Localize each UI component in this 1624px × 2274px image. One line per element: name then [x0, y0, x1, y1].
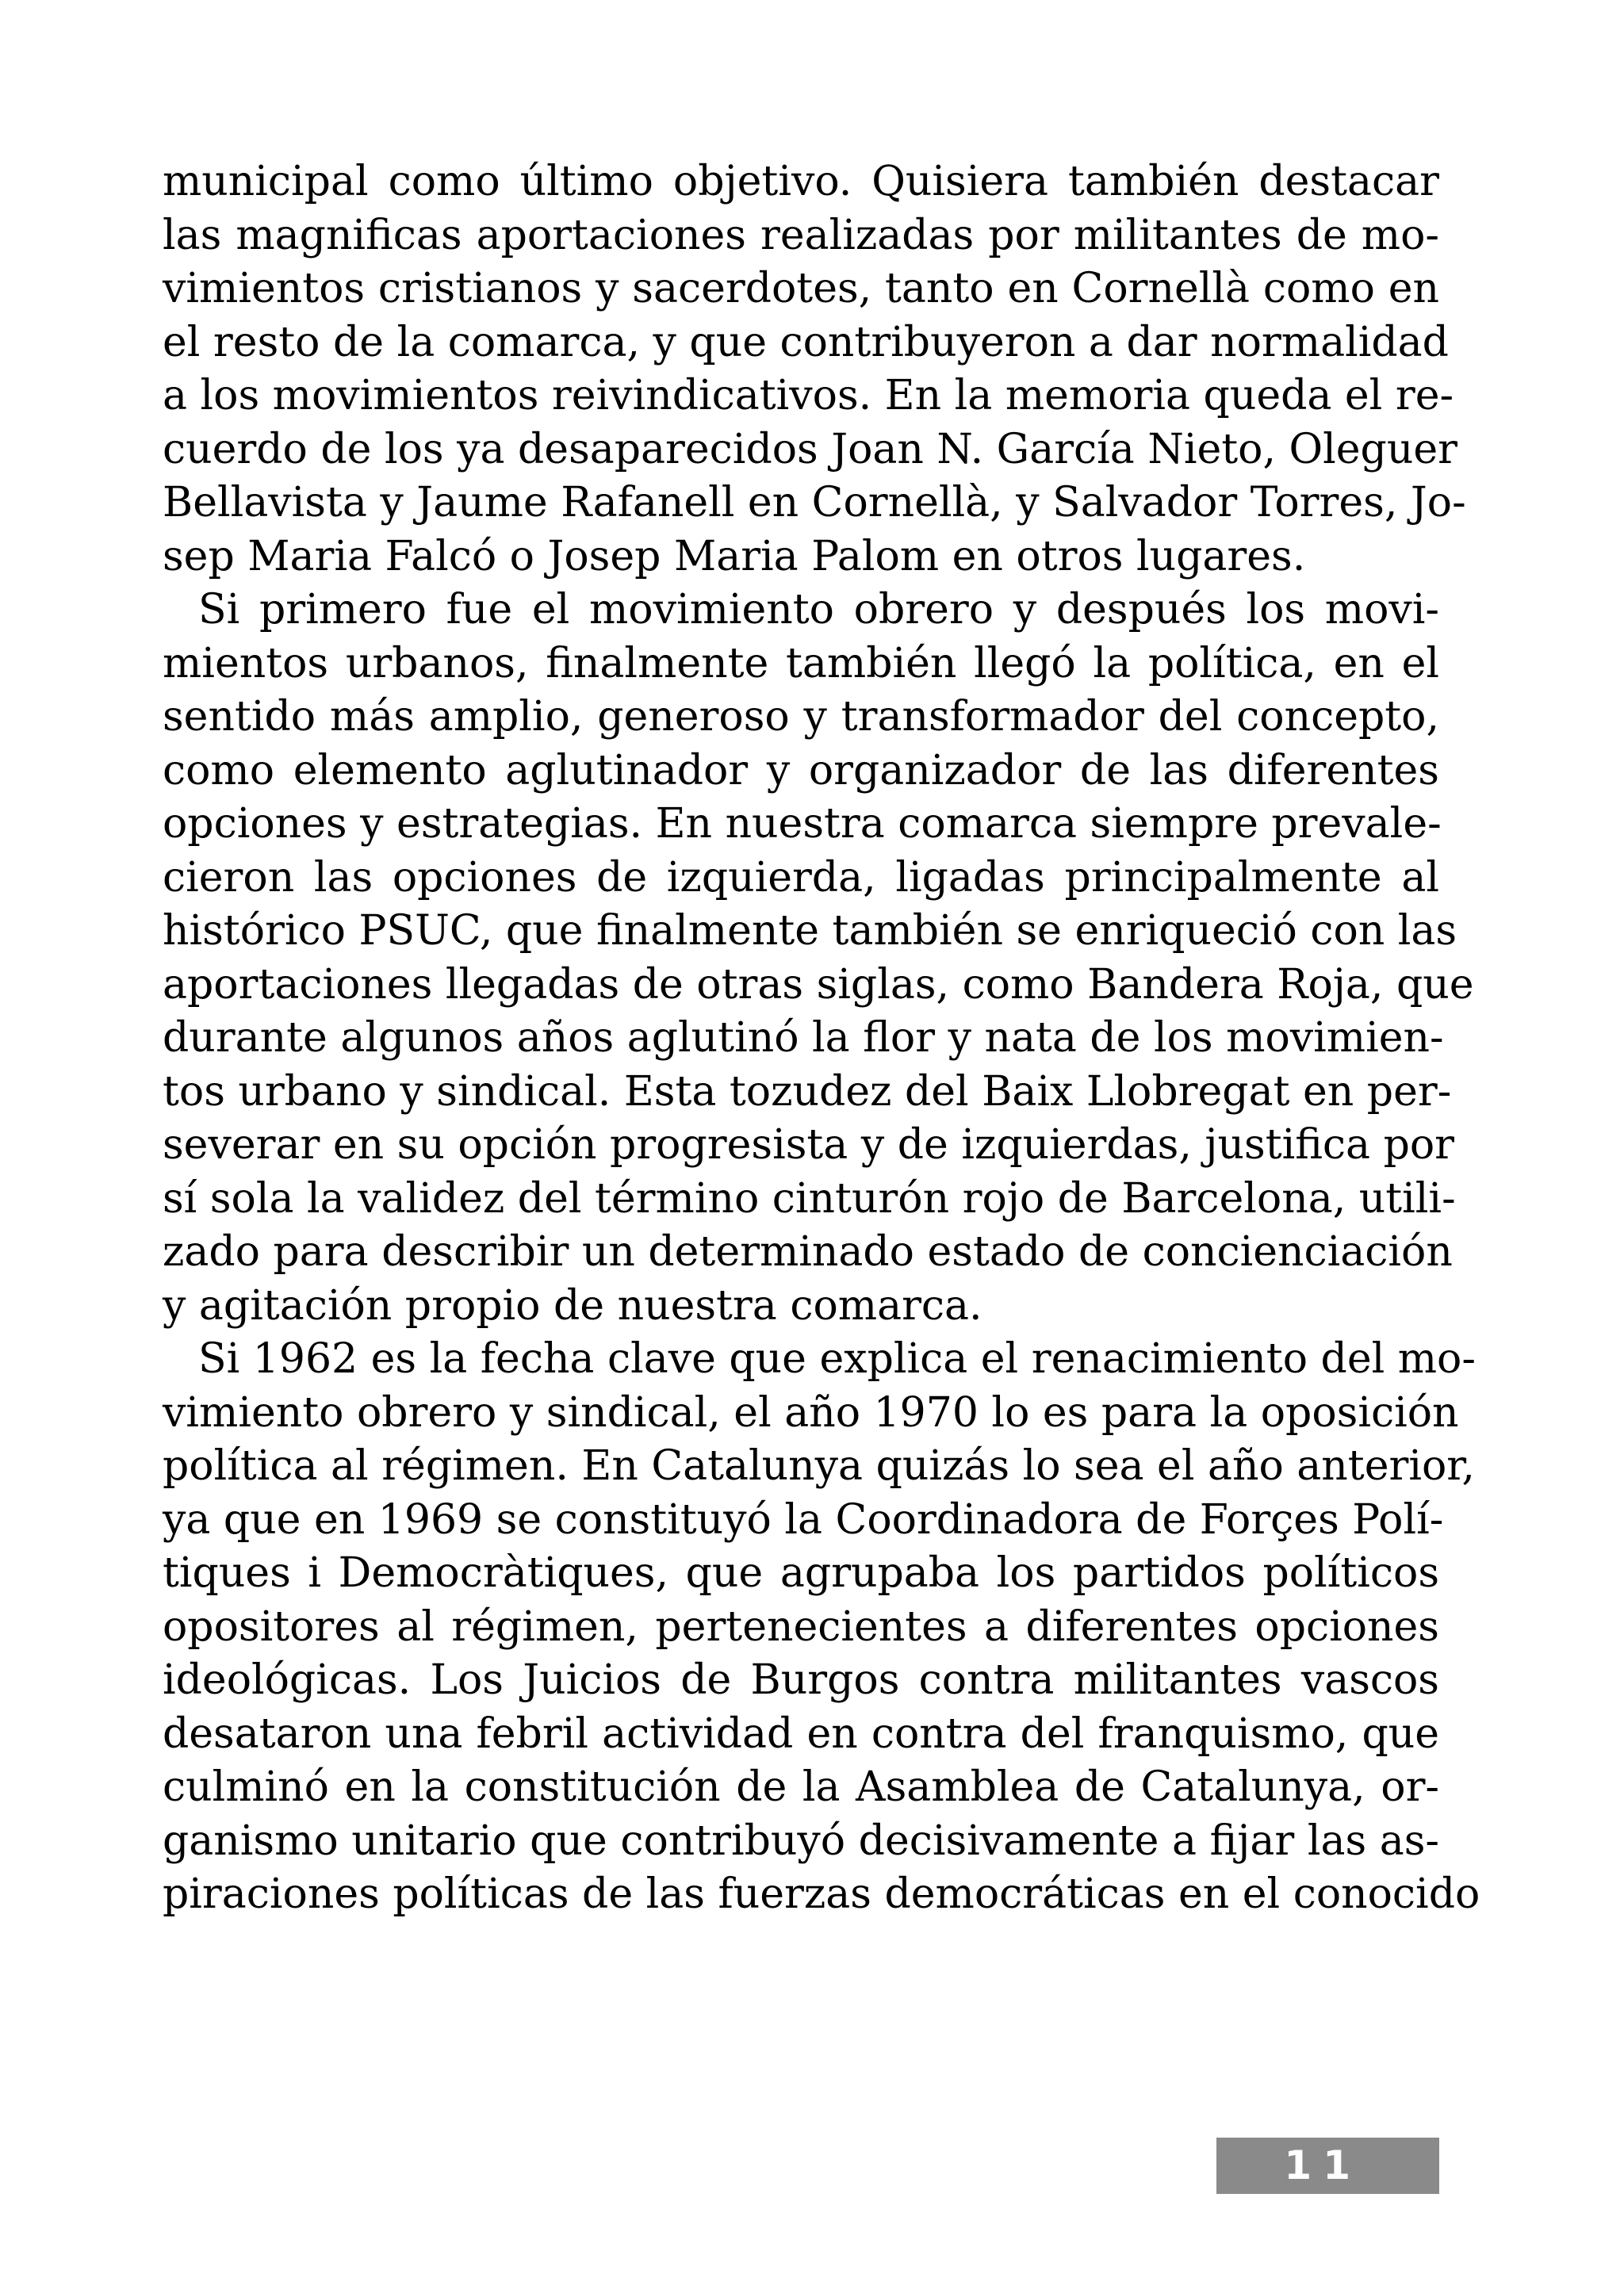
text-line: el resto de la comarca, y que contribuyeron a dar normalidad: [163, 318, 1449, 366]
text-line: piraciones políticas de las fuerzas democráticas en el conocido: [163, 1870, 1480, 1918]
text-line: vimientos cristianos y sacerdotes, tanto en Cornellà como en: [163, 265, 1439, 312]
text-line: durante algunos años aglutinó la flor y nata de los movimien-: [163, 1014, 1444, 1062]
text-line: sí sola la validez del término cinturón rojo de Barcelona, utili-: [163, 1174, 1456, 1223]
text-line: ya que en 1969 se constituyó la Coordinadora de Forçes Polí-: [163, 1495, 1444, 1544]
text-line: tos urbano y sindical. Esta tozudez del Baix Llobregat en per-: [163, 1067, 1452, 1116]
text-line: sentido más amplio, generoso y transformador del concepto,: [163, 693, 1439, 741]
text-line: tiques i Democràtiques, que agrupaba los partidos políticos: [163, 1549, 1439, 1597]
paragraph: [163, 1333, 1480, 1922]
text-line: mientos urbanos, finalmente también llegó la política, en el: [163, 639, 1439, 687]
text-line: ganismo unitario que contribuyó decisivamente a fijar las as-: [163, 1817, 1439, 1865]
text-line: cieron las opciones de izquierda, ligadas principalmente al: [163, 853, 1439, 902]
text-line: a los movimientos reivindicativos. En la memoria queda el re-: [163, 372, 1454, 419]
text-line: culminó en la constitución de la Asamblea de Catalunya, or-: [163, 1763, 1439, 1811]
text-line: y agitación propio de nuestra comarca.: [163, 1281, 982, 1330]
text-line: Si primero fue el movimiento obrero y después los movi-: [198, 586, 1439, 634]
text-line: Si 1962 es la fecha clave que explica el renacimiento del mo-: [198, 1335, 1476, 1383]
text-line: opciones y estrategias. En nuestra comarca siempre prevale-: [163, 800, 1442, 848]
text-line: sep Maria Falcó o Josep Maria Palom en otros lugares.: [163, 532, 1306, 580]
text-line: cuerdo de los ya desaparecidos Joan N. García Nieto, Oleguer: [163, 425, 1457, 473]
text-line: zado para describir un determinado estado de concienciación: [163, 1228, 1453, 1276]
text-line: política al régimen. En Catalunya quizás lo sea el año anterior,: [163, 1442, 1475, 1490]
text-line: Bellavista y Jaume Rafanell en Cornellà, y Salvador Torres, Jo-: [163, 479, 1466, 526]
text-line: severar en su opción progresista y de izquierdas, justifica por: [163, 1121, 1455, 1169]
text-line: municipal como último objetivo. Quisiera también destacar: [163, 158, 1439, 205]
text-line: opositores al régimen, pertenecientes a diferentes opciones: [163, 1602, 1439, 1651]
text-line: ideológicas. Los Juicios de Burgos contra militantes vascos: [163, 1656, 1439, 1704]
page-number: 11: [1284, 2142, 1362, 2188]
page-number-tab: [1216, 2138, 1439, 2194]
body-text: [163, 155, 1480, 1922]
paragraph: [163, 584, 1474, 1333]
text-line: histórico PSUC, que finalmente también se enriqueció con las: [163, 907, 1457, 955]
text-line: aportaciones llegadas de otras siglas, como Bandera Roja, que: [163, 960, 1474, 1009]
text-line: vimiento obrero y sindical, el año 1970 lo es para la oposición: [163, 1388, 1459, 1437]
text-line: desataron una febril actividad en contra del franquismo, que: [163, 1709, 1439, 1758]
text-line: las magnificas aportaciones realizadas por militantes de mo-: [163, 211, 1439, 259]
paragraph: [163, 155, 1466, 584]
text-line: como elemento aglutinador y organizador de las diferentes: [163, 746, 1439, 794]
